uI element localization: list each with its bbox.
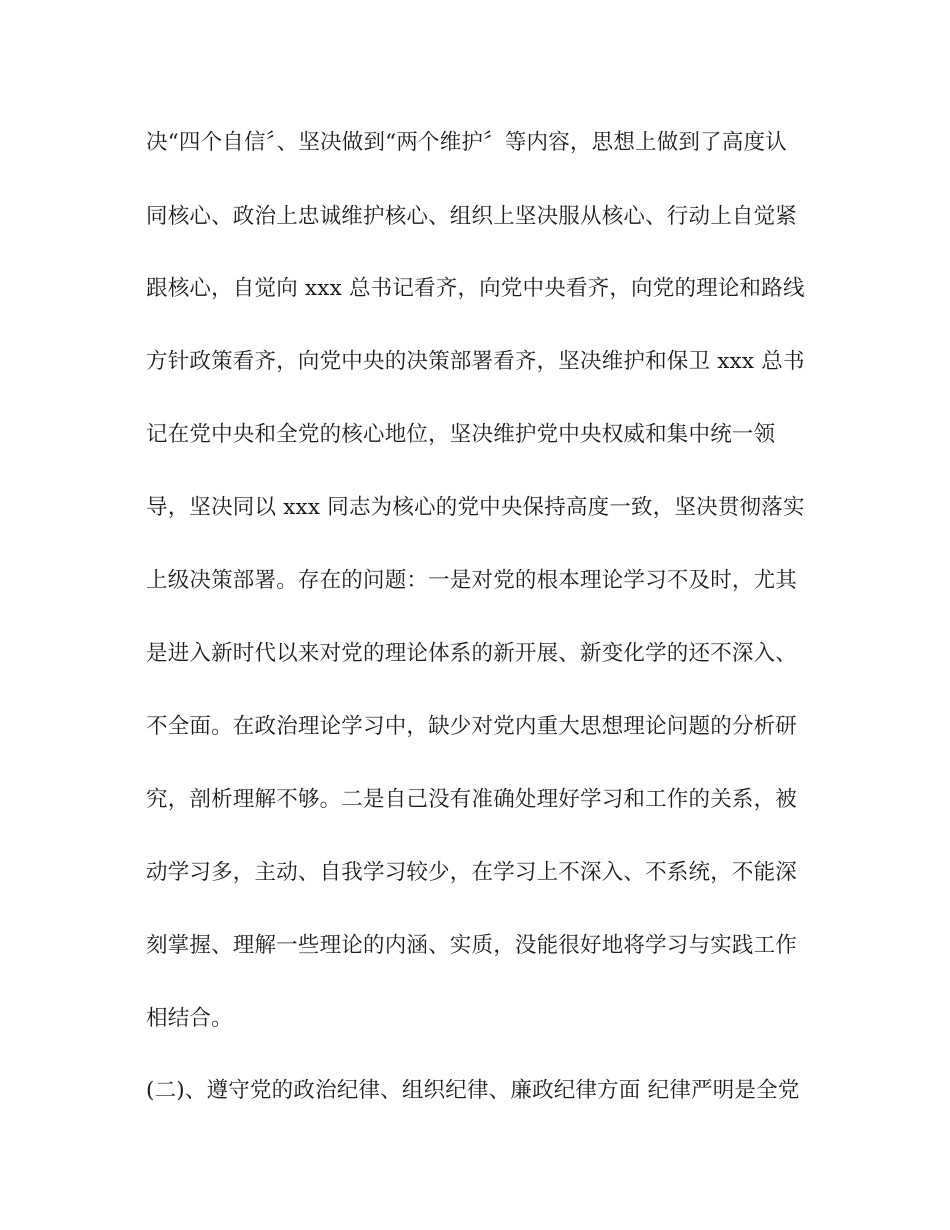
section-heading-line: (二)、遵守党的政治纪律、组织纪律、廉政纪律方面 纪律严明是全党 — [146, 1078, 800, 1103]
text-line-11: 动学习多，主动、自我学习较少，在学习上不深入、不系统，不能深 — [146, 860, 798, 885]
text-line-7: 上级决策部署。存在的问题：一是对党的根本理论学习不及时，尤其 — [146, 568, 798, 593]
text-line-13: 相结合。 — [146, 1006, 233, 1031]
text-line-4: 方针政策看齐，向党中央的决策部署看齐，坚决维护和保卫 xxx 总书 — [146, 349, 805, 374]
text-line-1: 决“四个自信〞、坚决做到“两个维护〞等内容，思想上做到了高度认 — [146, 130, 787, 155]
text-line-12: 刻掌握、理解一些理论的内涵、实质，没能很好地将学习与实践工作 — [146, 933, 798, 958]
text-line-3: 跟核心，自觉向 xxx 总书记看齐，向党中央看齐，向党的理论和路线 — [146, 276, 805, 301]
text-line-10: 究，剖析理解不够。二是自己没有准确处理好学习和工作的关系，被 — [146, 787, 798, 812]
text-line-5: 记在党中央和全党的核心地位，坚决维护党中央权威和集中统一领 — [146, 422, 776, 447]
text-line-8: 是进入新时代以来对党的理论体系的新开展、新变化学的还不深入、 — [146, 641, 798, 666]
text-line-2: 同核心、政治上忠诚维护核心、组织上坚决服从核心、行动上自觉紧 — [146, 204, 798, 229]
text-line-6: 导，坚决同以 xxx 同志为核心的党中央保持高度一致，坚决贯彻落实 — [146, 495, 805, 520]
text-line-9: 不全面。在政治理论学习中，缺少对党内重大思想理论问题的分析研 — [146, 714, 798, 739]
